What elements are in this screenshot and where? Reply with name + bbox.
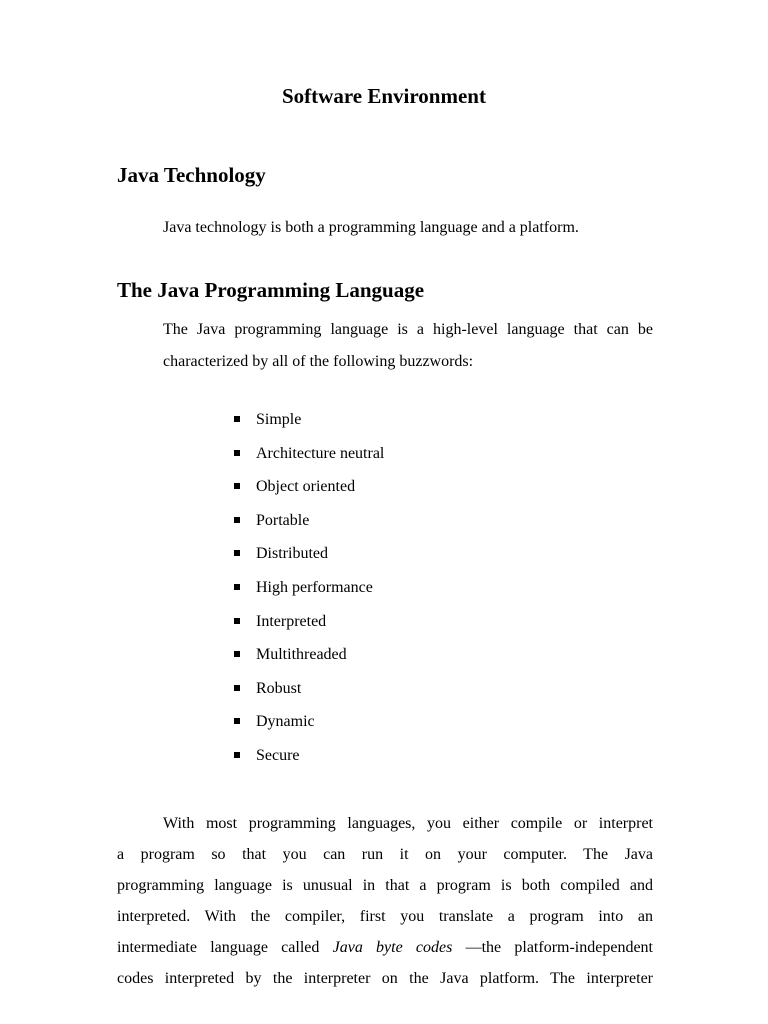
paragraph-line: With most programming languages, you either compile or interpret [163, 815, 653, 832]
list-item [0, 509, 768, 543]
list-item [0, 408, 768, 442]
buzzword-label: Robust [256, 679, 302, 697]
list-item [0, 710, 768, 744]
section-heading-java-technology: Java Technology [117, 163, 266, 187]
line-text: —the platform-independent [452, 939, 653, 956]
buzzword-label: Architecture neutral [256, 444, 385, 462]
compilation-paragraph [117, 808, 653, 994]
square-bullet-icon [234, 752, 240, 758]
list-item [0, 475, 768, 509]
list-item [0, 576, 768, 610]
paragraph-line: codes interpreted by the interpreter on the Java platform. The interpreter [117, 970, 653, 987]
list-item [0, 542, 768, 576]
buzzword-label: Object oriented [256, 478, 356, 496]
square-bullet-icon [234, 618, 240, 624]
square-bullet-icon [234, 584, 240, 590]
page-title: Software Environment [282, 84, 486, 108]
section-heading-java-programming-language: The Java Programming Language [117, 278, 425, 302]
buzzword-label: Simple [256, 411, 302, 428]
buzzword-label: High performance [256, 578, 373, 596]
buzzword-label: Portable [256, 511, 310, 529]
line-text: intermediate language called [117, 939, 333, 956]
paragraph-line: programming language is unusual in that a program is both compiled and [117, 877, 653, 894]
paragraph-line: interpreted. With the compiler, first you translate a program into an [117, 908, 653, 925]
list-item [0, 744, 768, 778]
language-description-paragraph: The Java programming language is a high-level language that can be characterized by all of the following buzzwords: [163, 321, 653, 370]
square-bullet-icon [234, 718, 240, 724]
square-bullet-icon [234, 550, 240, 556]
square-bullet-icon [234, 685, 240, 691]
java-technology-intro: Java technology is both a programming language and a platform. [163, 219, 579, 236]
list-item [0, 442, 768, 476]
buzzword-label: Interpreted [256, 612, 327, 630]
buzzword-label: Dynamic [256, 713, 315, 731]
buzzword-label: Multithreaded [256, 646, 347, 664]
buzzword-label: Secure [256, 746, 300, 764]
buzzword-label: Distributed [256, 545, 328, 563]
square-bullet-icon [234, 483, 240, 489]
java-byte-codes-term: Java byte codes [332, 939, 453, 956]
paragraph-line [117, 932, 653, 963]
list-item [0, 610, 768, 644]
paragraph-line: a program so that you can run it on your computer. The Java [117, 846, 653, 863]
list-item [0, 643, 768, 677]
buzzword-list [0, 408, 768, 778]
square-bullet-icon [234, 416, 240, 422]
list-item [0, 677, 768, 711]
square-bullet-icon [234, 651, 240, 657]
square-bullet-icon [234, 517, 240, 523]
square-bullet-icon [234, 450, 240, 456]
